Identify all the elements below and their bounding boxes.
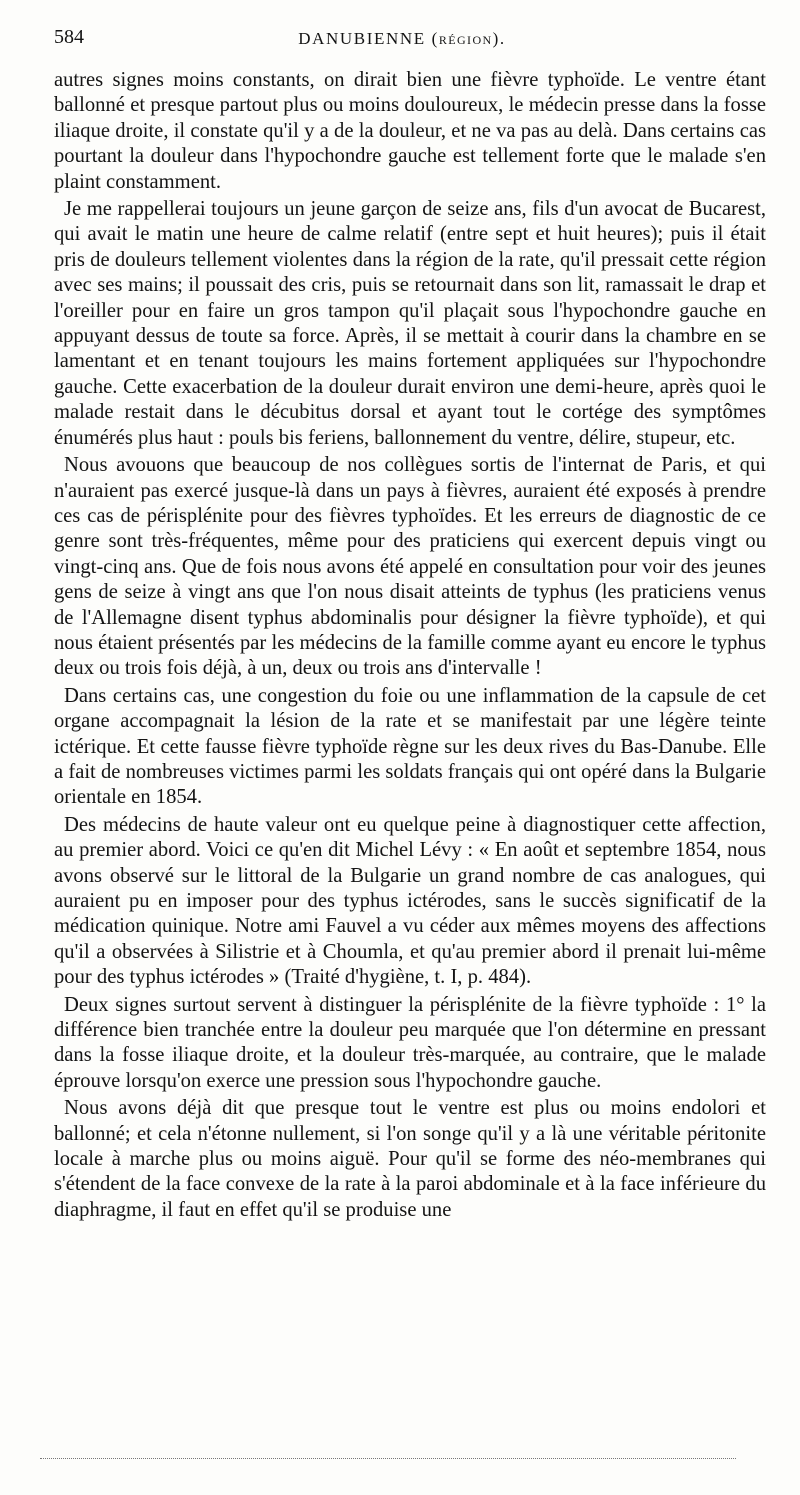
running-head <box>50 29 754 49</box>
running-head-end: ). <box>492 29 506 48</box>
paragraph: Nous avouons que beaucoup de nos collègues sortis de l'internat de Paris, et qui n'auraient pas exercé jusque-là dans un pays à fièvres, auraient été exposés à prendre ces cas de périsplénite pour des fièvres typhoïdes. Et les erreurs de diagnostic de ce genre sont très-fréquentes, même pour des praticiens qui exercent depuis vingt ou vingt-cinq ans. Que de fois nous avons été appelé en consultation pour voir des jeunes gens de seize à vingt ans que l'on nous disait atteints de typhus (les praticiens venus de l'Allemagne disent typhus abdominalis pour désigner la fièvre typhoïde), et qui nous étaient présentés par les médecins de la famille comme ayant eu encore le typhus deux ou trois fois déjà, à un, deux ou trois ans d'intervalle ! <box>54 454 766 680</box>
paragraph: Nous avons déjà dit que presque tout le ventre est plus ou moins endolori et ballonné; et cela n'étonne nullement, si l'on songe qu'il y a là une véritable péritonite locale à marche plus ou moins aiguë. Pour qu'il se forme des néo-membranes qui s'étendent de la face convexe de la rate à la paroi abdominale et à la face inférieure du diaphragme, il faut en effet qu'il se produise une <box>54 1097 766 1221</box>
running-head-title: DANUBIENNE ( <box>298 29 439 48</box>
paragraph: Je me rappellerai toujours un jeune garçon de seize ans, fils d'un avocat de Bucarest, qui avait le matin une heure de calme relatif (entre sept et huit heures); puis il était pris de douleurs tellement violentes dans la région de la rate, qu'il pressait cette région avec ses mains; il poussait des cris, puis se retournait dans son lit, ramassait le drap et l'oreiller pour en faire un gros tampon qu'il plaçait sous l'hypochondre gauche en appuyant dessus de toute sa force. Après, il se mettait à courir dans la chambre en se lamentant et en tenant toujours les mains fortement appliquées sur l'hypochondre gauche. Cette exacerbation de la douleur durait environ une demi-heure, après quoi le malade restait dans le décubitus dorsal et ayant tout le cortége des symptômes énumérés plus haut : pouls bis feriens, ballonnement du ventre, délire, stupeur, etc. <box>54 198 766 449</box>
footer-dotted-rule <box>40 1458 736 1463</box>
running-head-subtitle: RÉGION <box>438 33 493 47</box>
page-number: 584 <box>54 26 84 48</box>
body-text <box>54 68 766 1225</box>
page-header <box>50 26 754 56</box>
paragraph: Deux signes surtout servent à distinguer la périsplénite de la fièvre typhoïde : 1° la différence bien tranchée entre la douleur peu marquée que l'on détermine en pressant dans la fosse iliaque droite, et la douleur très-marquée, au contraire, que le malade éprouve lorsqu'on exerce une pression sous l'hypochondre gauche. <box>54 993 766 1092</box>
paragraph: Dans certains cas, une congestion du foie ou une inflammation de la capsule de cet organe accompagnait la lésion de la rate et se manifestait par une légère teinte ictérique. Et cette fausse fièvre typhoïde règne sur les deux rives du Bas-Danube. Elle a fait de nombreuses victimes parmi les soldats français qui ont opéré dans la Bulgarie orientale en 1854. <box>54 684 766 809</box>
paragraph: Des médecins de haute valeur ont eu quelque peine à diagnostiquer cette affection, au premier abord. Voici ce qu'en dit Michel Lévy : « En août et septembre 1854, nous avons observé sur le littoral de la Bulgarie un grand nombre de cas analogues, qui auraient pu en imposer pour des typhus ictérodes, sans le succès significatif de la médication quinique. Notre ami Fauvel a vu céder aux mêmes moyens des affections qu'il a observées à Silistrie et à Choumla, et qu'au premier abord il prenait lui-même pour des typhus ictérodes » (Traité d'hygiène, t. I, p. 484). <box>54 813 766 989</box>
paragraph: autres signes moins constants, on dirait bien une fièvre typhoïde. Le ventre étant ballonné et presque partout plus ou moins douloureux, le médecin presse dans la fosse iliaque droite, il constate qu'il y a de la douleur, et ne va pas au delà. Dans certains cas pourtant la douleur dans l'hypochondre gauche est tellement forte que le malade s'en plaint constamment. <box>54 69 766 193</box>
